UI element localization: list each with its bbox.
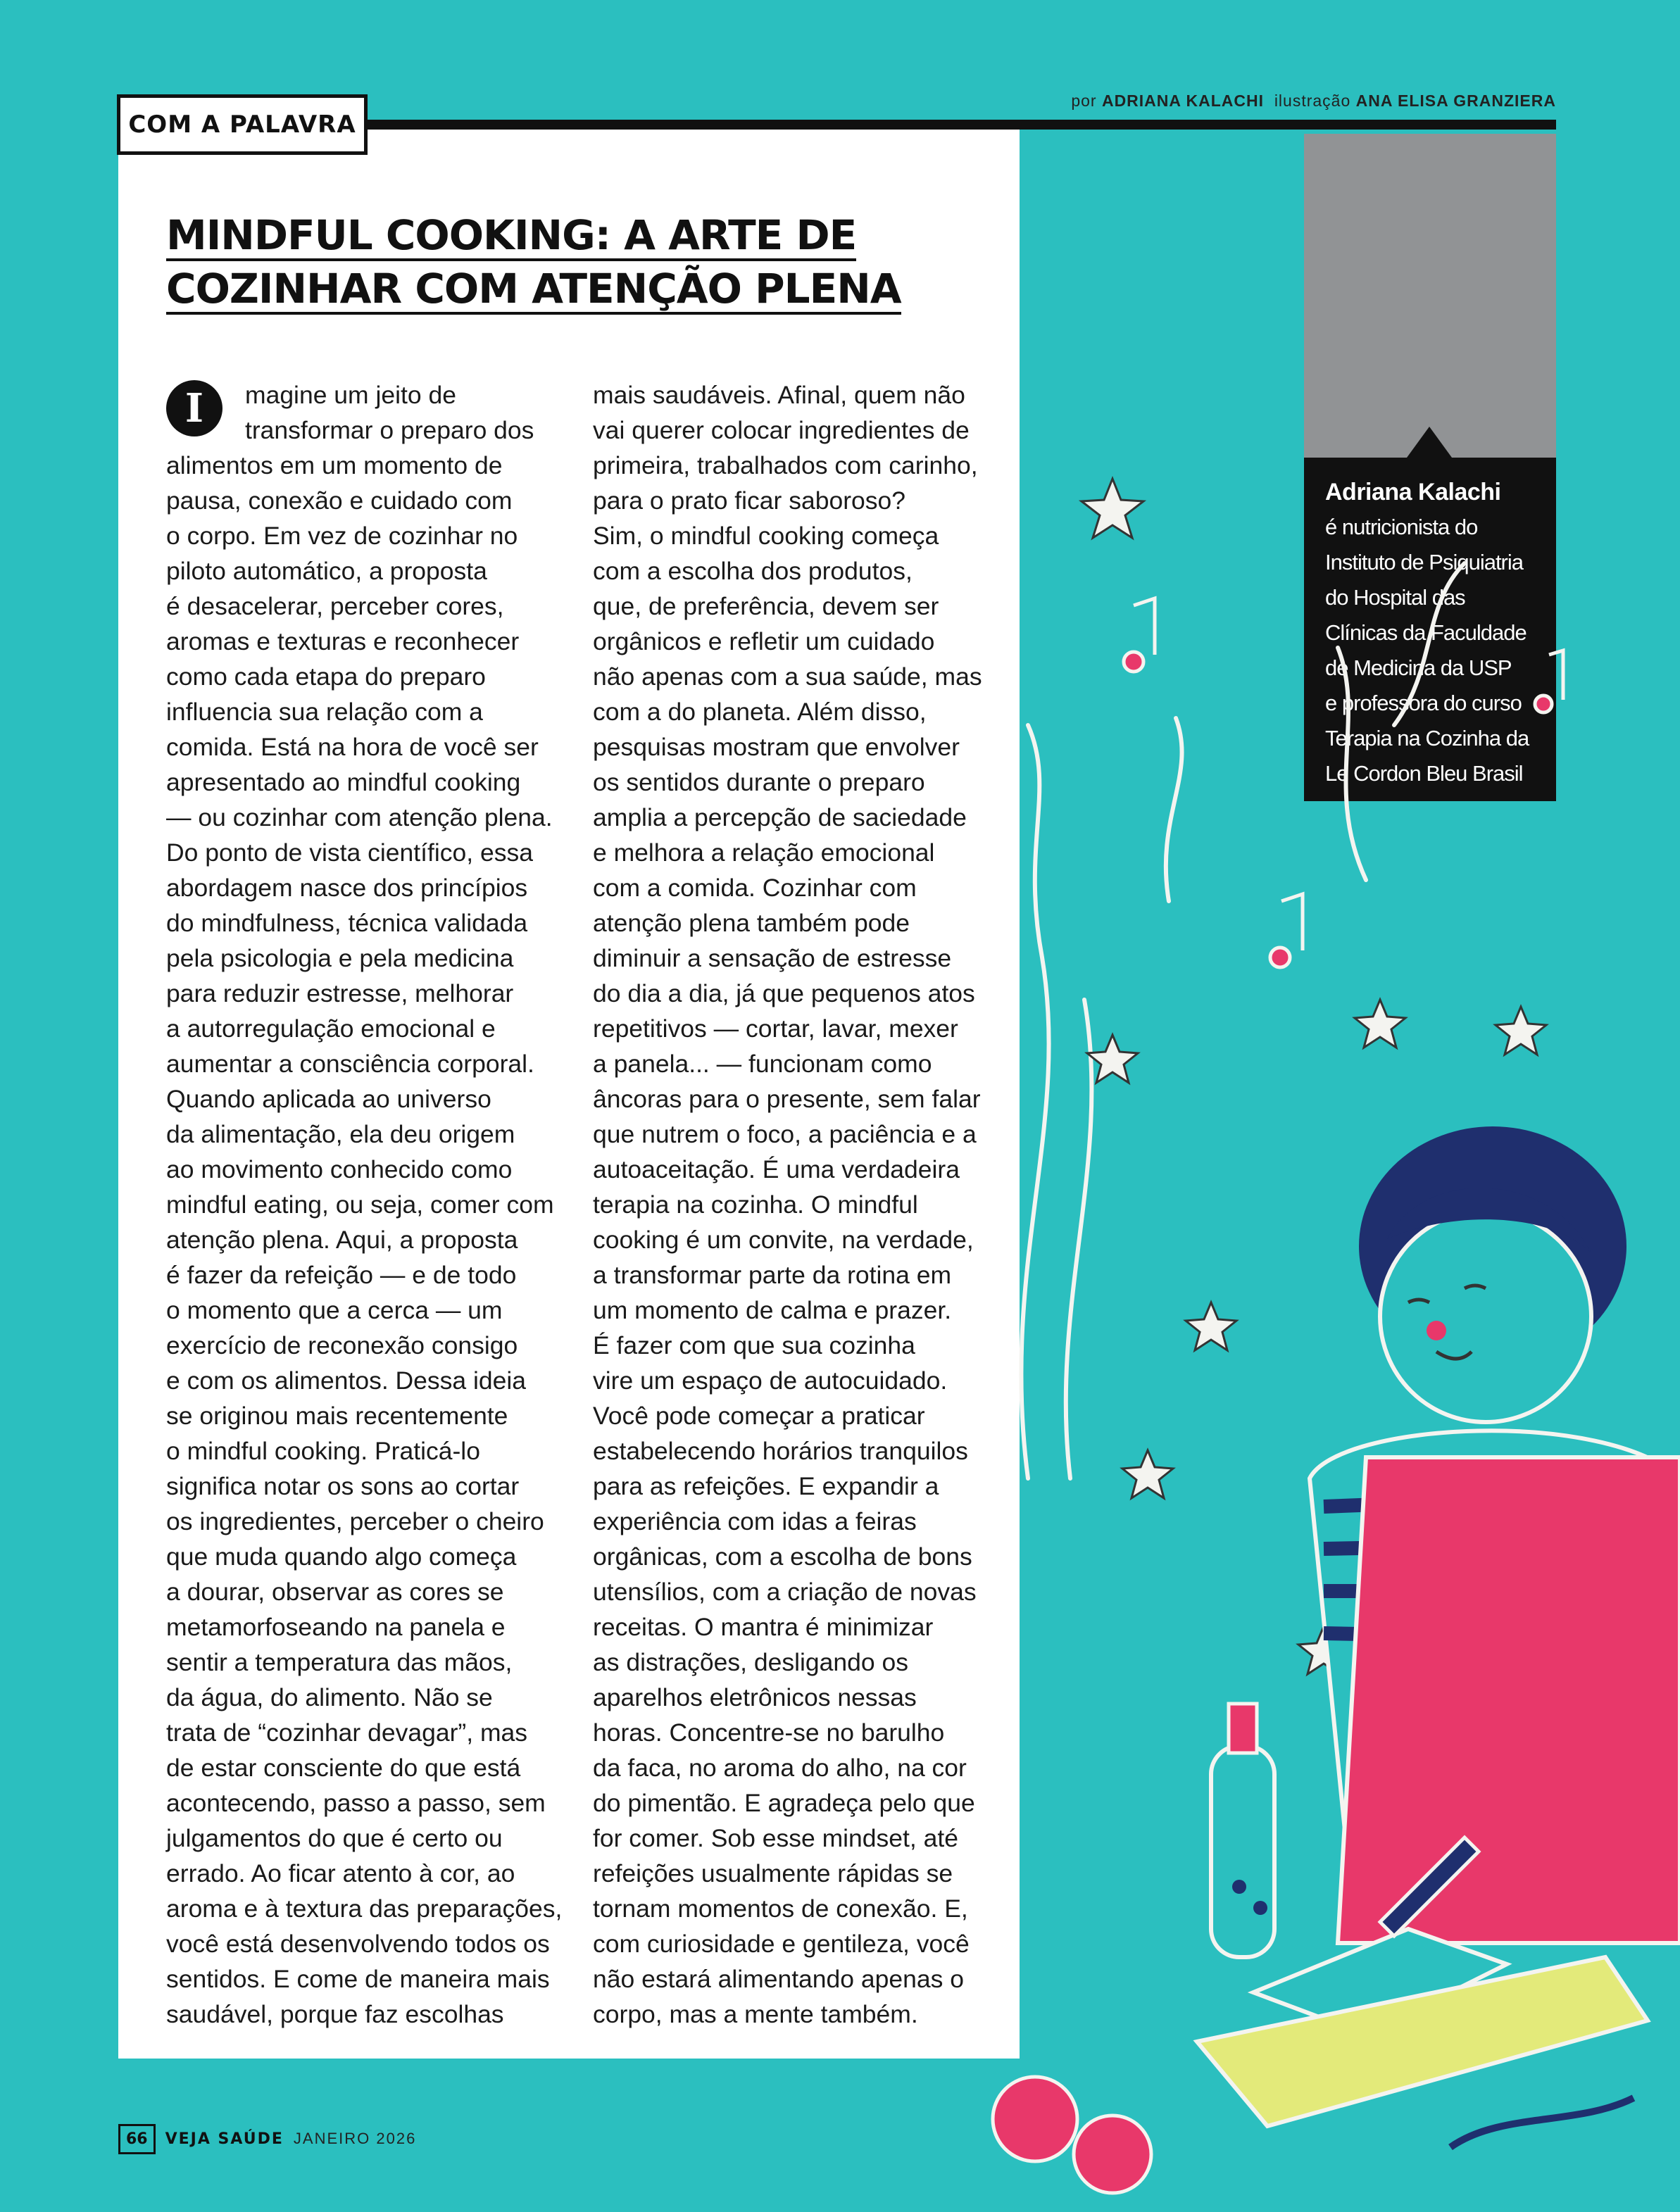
- body-text-line: Do ponto de vista científico, essa: [166, 838, 533, 867]
- bio-line: Clínicas da Faculdade: [1325, 620, 1527, 645]
- body-text-line: alimentos em um momento de: [166, 451, 503, 479]
- body-text-line: repetitivos — cortar, lavar, mexer: [593, 1014, 958, 1043]
- body-text-line: a transformar parte da rotina em: [593, 1261, 952, 1289]
- body-text-line: que nutrem o foco, a paciência e a: [593, 1120, 977, 1148]
- credits-by-label: por: [1071, 92, 1097, 110]
- body-text-line: atenção plena também pode: [593, 909, 910, 937]
- body-text-line: piloto automático, a proposta: [166, 557, 487, 585]
- body-text-line: significa notar os sons ao cortar: [166, 1472, 520, 1500]
- body-text-line: que, de preferência, devem ser: [593, 592, 939, 620]
- body-text-line: transformar o preparo dos: [245, 416, 534, 444]
- body-text-line: para o prato ficar saboroso?: [593, 486, 906, 515]
- body-text-line: da faca, no aroma do alho, na cor: [593, 1754, 967, 1782]
- body-text-line: atenção plena. Aqui, a proposta: [166, 1226, 518, 1254]
- star-icon: [1082, 479, 1143, 538]
- bio-line: Terapia na Cozinha da: [1325, 726, 1529, 750]
- header-rule: [366, 120, 1556, 130]
- body-text-line: para reduzir estresse, melhorar: [166, 979, 514, 1007]
- body-text-line: Você pode começar a praticar: [593, 1402, 925, 1430]
- body-text-line: exercício de reconexão consigo: [166, 1331, 518, 1359]
- bio-line: do Hospital das: [1325, 585, 1465, 610]
- body-text-line: vai querer colocar ingredientes de: [593, 416, 970, 444]
- body-text-line: for comer. Sob esse mindset, até: [593, 1824, 958, 1852]
- body-text-line: pela psicologia e pela medicina: [166, 944, 514, 972]
- dropcap: I: [166, 380, 222, 436]
- headline-line-2: COZINHAR COM ATENÇÃO PLENA: [166, 265, 901, 315]
- body-text-line: receitas. O mantra é minimizar: [593, 1613, 934, 1641]
- body-text-line: pesquisas mostram que envolver: [593, 733, 960, 761]
- body-text-line: com curiosidade e gentileza, você: [593, 1930, 970, 1958]
- body-text-line: — ou cozinhar com atenção plena.: [166, 803, 553, 831]
- body-text-line: um momento de calma e prazer.: [593, 1296, 952, 1324]
- body-text-line: horas. Concentre-se no barulho: [593, 1718, 945, 1747]
- body-text-line: corpo, mas a mente também.: [593, 2000, 918, 2028]
- credits-illustrator: ANA ELISA GRANZIERA: [1355, 92, 1556, 110]
- page-number: 66: [118, 2124, 156, 2154]
- star-icon: [1496, 1007, 1546, 1055]
- body-text-line: acontecendo, passo a passo, sem: [166, 1789, 546, 1817]
- credits-illustration-label: ilustração: [1274, 92, 1351, 110]
- body-text-line: com a do planeta. Além disso,: [593, 698, 927, 726]
- bio-line: é nutricionista do: [1325, 515, 1478, 539]
- body-text-line: as distrações, desligando os: [593, 1648, 908, 1676]
- headline: [166, 208, 901, 315]
- body-text-line: vire um espaço de autocuidado.: [593, 1366, 948, 1395]
- body-column-right: [593, 377, 1001, 2032]
- body-text-line: de estar consciente do que está: [166, 1754, 521, 1782]
- body-text-line: mais saudáveis. Afinal, quem não: [593, 381, 965, 409]
- body-text-line: mindful eating, ou seja, comer com: [166, 1190, 554, 1219]
- body-text-line: julgamentos do que é certo ou: [166, 1824, 503, 1852]
- body-text-line: o corpo. Em vez de cozinhar no: [166, 522, 518, 550]
- body-text-line: sentir a temperatura das mãos,: [166, 1648, 513, 1676]
- body-text-line: ao movimento conhecido como: [166, 1155, 513, 1183]
- body-text-line: a dourar, observar as cores se: [166, 1578, 504, 1606]
- body-text-line: terapia na cozinha. O mindful: [593, 1190, 918, 1219]
- music-note-icon: [1549, 651, 1563, 700]
- body-text-line: aparelhos eletrônicos nessas: [593, 1683, 917, 1711]
- body-text-line: diminuir a sensação de estresse: [593, 944, 952, 972]
- bio-line: Instituto de Psiquiatria: [1325, 550, 1524, 574]
- body-text-line: metamorfoseando na panela e: [166, 1613, 506, 1641]
- body-text-line: É fazer com que sua cozinha: [593, 1331, 915, 1359]
- body-text-line: não estará alimentando apenas o: [593, 1965, 964, 1993]
- credits: [1071, 92, 1556, 111]
- gray-box: [1304, 134, 1556, 458]
- section-tag: COM A PALAVRA: [117, 94, 368, 155]
- body-text-line: e com os alimentos. Dessa ideia: [166, 1366, 527, 1395]
- body-text-line: os sentidos durante o preparo: [593, 768, 925, 796]
- bio-line: Le Cordon Bleu Brasil: [1325, 761, 1523, 786]
- issue-date: JANEIRO 2026: [293, 2130, 417, 2147]
- body-text-line: estabelecendo horários tranquilos: [593, 1437, 968, 1465]
- body-text-line: autoaceitação. É uma verdadeira: [593, 1155, 960, 1183]
- body-text-line: a panela... — funcionam como: [593, 1050, 932, 1078]
- body-text-line: para as refeições. E expandir a: [593, 1472, 939, 1500]
- body-text-line: Sim, o mindful cooking começa: [593, 522, 939, 550]
- star-icon: [1122, 1450, 1173, 1498]
- bio-line: e professora do curso: [1325, 691, 1522, 715]
- body-text-line: apresentado ao mindful cooking: [166, 768, 521, 796]
- body-text-line: é desacelerar, perceber cores,: [166, 592, 504, 620]
- body-text-line: Quando aplicada ao universo: [166, 1085, 491, 1113]
- body-text-line: pausa, conexão e cuidado com: [166, 486, 513, 515]
- body-text-line: com a comida. Cozinhar com: [593, 874, 917, 902]
- bio-line: de Medicina da USP: [1325, 655, 1512, 680]
- body-text-line: influencia sua relação com a: [166, 698, 483, 726]
- body-text-line: sentidos. E come de maneira mais: [166, 1965, 550, 1993]
- body-text-line: primeira, trabalhados com carinho,: [593, 451, 978, 479]
- star-icon: [1087, 1035, 1138, 1083]
- body-text-line: experiência com idas a feiras: [593, 1507, 917, 1535]
- headline-line-1: MINDFUL COOKING: A ARTE DE: [166, 212, 856, 261]
- body-text-line: âncoras para o presente, sem falar: [593, 1085, 981, 1113]
- body-text-line: cooking é um convite, na verdade,: [593, 1226, 974, 1254]
- magazine-name: VEJA SAÚDE: [165, 2130, 284, 2148]
- star-icon: [1355, 1000, 1405, 1048]
- star-icon: [1186, 1302, 1236, 1350]
- body-text-line: que muda quando algo começa: [166, 1542, 517, 1571]
- credits-author: ADRIANA KALACHI: [1101, 92, 1265, 110]
- body-text-line: comida. Está na hora de você ser: [166, 733, 539, 761]
- body-text-line: da água, do alimento. Não se: [166, 1683, 493, 1711]
- footer: [118, 2120, 416, 2157]
- body-text-line: o momento que a cerca — um: [166, 1296, 503, 1324]
- body-text-line: os ingredientes, perceber o cheiro: [166, 1507, 544, 1535]
- body-text-line: amplia a percepção de saciedade: [593, 803, 967, 831]
- body-text-line: saudável, porque faz escolhas: [166, 2000, 504, 2028]
- body-text-line: do pimentão. E agradeça pelo que: [593, 1789, 975, 1817]
- body-text-line: a autorregulação emocional e: [166, 1014, 496, 1043]
- body-text-line: e melhora a relação emocional: [593, 838, 935, 867]
- body-text-line: não apenas com a sua saúde, mas: [593, 662, 982, 691]
- body-text-line: abordagem nasce dos princípios: [166, 874, 528, 902]
- body-text-line: aromas e texturas e reconhecer: [166, 627, 520, 655]
- body-text-line: tornam momentos de conexão. E,: [593, 1894, 968, 1923]
- body-text-line: refeições usualmente rápidas se: [593, 1859, 953, 1887]
- music-note-icon: [1134, 598, 1155, 655]
- body-text-line: é fazer da refeição — e de todo: [166, 1261, 517, 1289]
- body-text-line: magine um jeito de: [245, 381, 456, 409]
- body-text-line: como cada etapa do preparo: [166, 662, 486, 691]
- body-text-line: do mindfulness, técnica validada: [166, 909, 528, 937]
- body-text-line: da alimentação, ela deu origem: [166, 1120, 515, 1148]
- body-text-line: com a escolha dos produtos,: [593, 557, 913, 585]
- music-note-icon: [1281, 894, 1303, 950]
- body-text-line: aumentar a consciência corporal.: [166, 1050, 534, 1078]
- bio-name: Adriana Kalachi: [1325, 479, 1501, 505]
- woman-cooking-illustration: [972, 422, 1680, 2212]
- body-text-line: se originou mais recentemente: [166, 1402, 508, 1430]
- body-text-line: do dia a dia, já que pequenos atos: [593, 979, 975, 1007]
- body-text-line: aroma e à textura das preparações,: [166, 1894, 563, 1923]
- body-text-line: orgânicos e refletir um cuidado: [593, 627, 935, 655]
- body-text-line: utensílios, com a criação de novas: [593, 1578, 977, 1606]
- body-text-line: trata de “cozinhar devagar”, mas: [166, 1718, 528, 1747]
- body-text-line: você está desenvolvendo todos os: [166, 1930, 550, 1958]
- body-column-left: [166, 377, 575, 2032]
- body-text-line: o mindful cooking. Praticá-lo: [166, 1437, 480, 1465]
- body-text-line: orgânicas, com a escolha de bons: [593, 1542, 972, 1571]
- body-text-line: errado. Ao ficar atento à cor, ao: [166, 1859, 515, 1887]
